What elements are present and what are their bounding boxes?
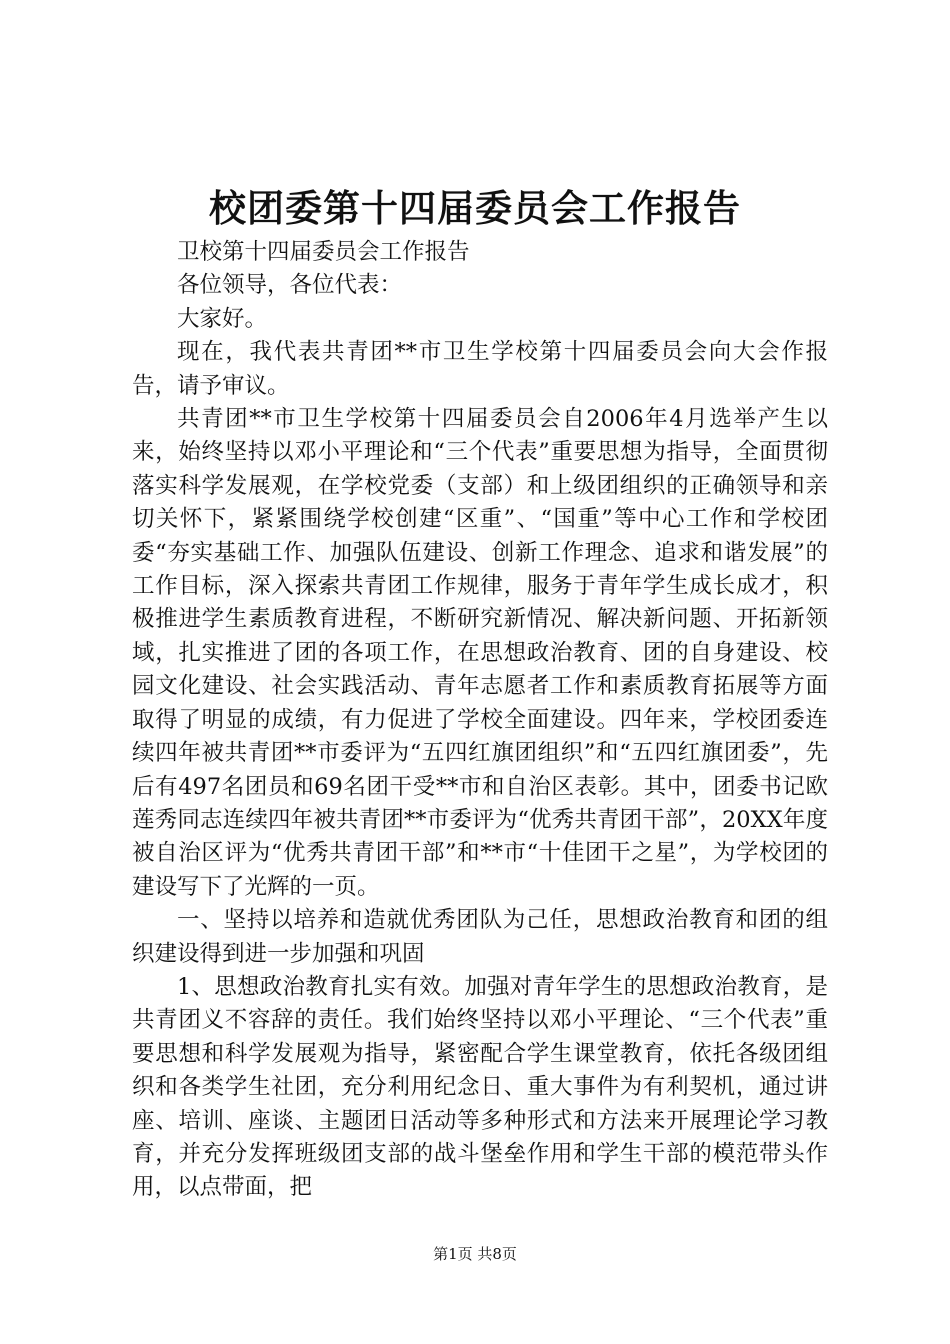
paragraph-intro: 现在，我代表共青团**市卫生学校第十四届委员会向大会作报告，请予审议。 [132, 339, 828, 399]
paragraph-subtitle: 卫校第十四届委员会工作报告 [177, 239, 470, 265]
paragraph-salutation: 各位领导，各位代表： [177, 272, 403, 299]
paragraph-greeting: 大家好。 [177, 305, 268, 332]
paragraph-section-body: 1、思想政治教育扎实有效。加强对青年学生的思想政治教育，是共青团义不容辞的责任。我们始终坚持以邓小平理论、“三个代表”重要思想和科学发展观为指导，紧密配合学生课堂教育，依托各级团组织和各类学生社团，充分利用纪念日、重大事件为有利契机，通过讲座、培训、座谈、主题团日活动等多种形式和方法来开展理论学习教育，并充分发挥班级团支部的战斗堡垒作用和学生干部的模范带头作用，以点带面，把 [132, 973, 828, 1201]
paragraph-section-heading: 一、坚持以培养和造就优秀团队为己任，思想政治教育和团的组织建设得到进一步加强和巩固 [132, 907, 828, 967]
paragraph-summary: 共青团**市卫生学校第十四届委员会自2006年4月选举产生以来，始终坚持以邓小平理论和“三个代表”重要思想为指导，全面贯彻落实科学发展观，在学校党委（支部）和上级团组织的正确领导和亲切关怀下，紧紧围绕学校创建“区重”、“国重”等中心工作和学校团委“夯实基础工作、加强队伍建设、创新工作理念、追求和谐发展”的工作目标，深入探索共青团工作规律，服务于青年学生成长成才，积极推进学生素质教育进程，不断研究新情况、解决新问题、开拓新领域，扎实推进了团的各项工作，在思想政治教育、团的自身建设、校园文化建设、社会实践活动、青年志愿者工作和素质教育拓展等方面取得了明显的成绩，有力促进了学校全面建设。四年来，学校团委连续四年被共青团**市委评为“五四红旗团组织”和“五四红旗团委”，先后有497名团员和69名团干受**市和自治区表彰。其中，团委书记欧莲秀同志连续四年被共青团**市委评为“优秀共青团干部”，20XX年度被自治区评为“优秀共青团干部”和**市“十佳团干之星”，为学校团的建设写下了光辉的一页。 [132, 406, 828, 900]
document-title: 校团委第十四届委员会工作报告 [209, 186, 741, 230]
document-body [132, 236, 828, 1205]
page-number-footer: 第1页 共8页 [433, 1245, 517, 1263]
